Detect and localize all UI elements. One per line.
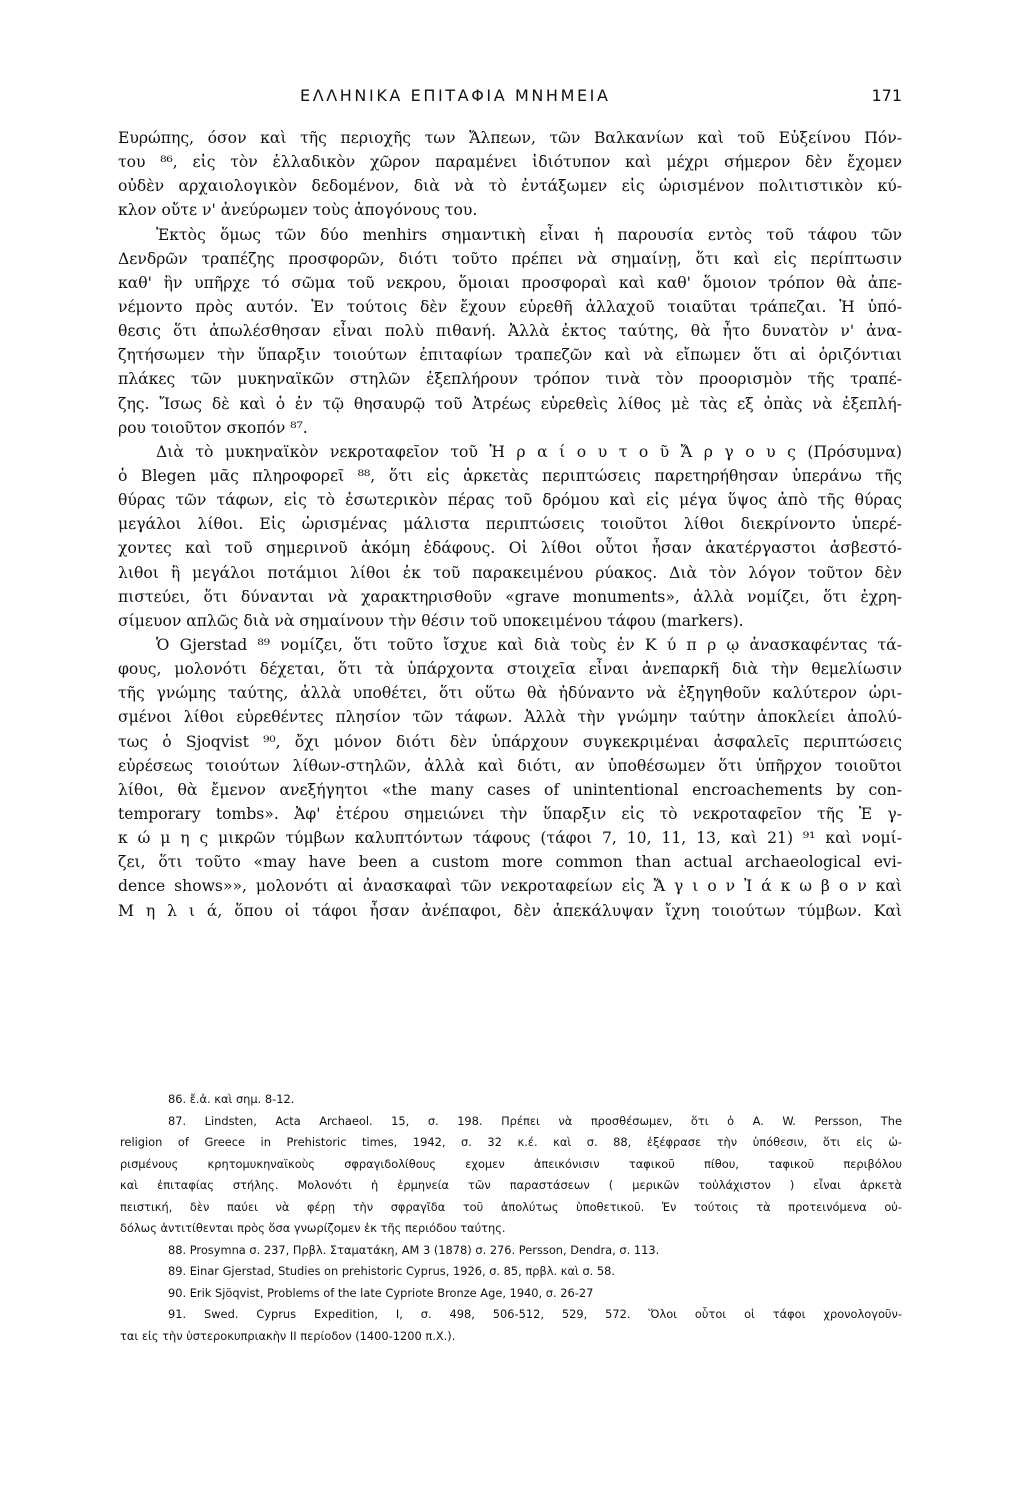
text-line: ζει, ὅτι τοῦτο «may have been a custom more common than actual archaeological evi- bbox=[118, 853, 902, 872]
footnote-line: καὶ ἐπιταφίας στήλης. Μολονότι ἡ ἑρμηνεία τῶν παραστάσεων ( μερικῶν τοὐλάχιστον ) εἶναι ἀρκετὰ bbox=[120, 1178, 902, 1192]
footnote-86: 86. ἔ.ἀ. καὶ σημ. 8-12. bbox=[168, 1092, 295, 1106]
page-number: 171 bbox=[871, 86, 902, 105]
text-line: νέμοντο πρὸς αυτόν. Ἐν τούτοις δὲν ἔχουν εὑρεθῆ ἀλλαχοῦ τοιαῦται τράπεζαι. Ἡ ὑπό- bbox=[118, 297, 902, 316]
page-header bbox=[300, 86, 920, 116]
text-line: λιθοι ἢ μεγάλοι ποτάμιοι λίθοι ἐκ τοῦ παρακειμένου ρύακος. Διὰ τὸν λόγον τοῦτον δὲν bbox=[118, 563, 902, 582]
text-line: Δενδρῶν τραπέζης προσφορῶν, διότι τοῦτο πρέπει νὰ σημαίνῃ, ὅτι καὶ εἰς περίπτωσιν bbox=[118, 249, 902, 268]
text-line: φους, μολονότι δέχεται, ὅτι τὰ ὑπάρχοντα στοιχεῖα εἶναι ἀνεπαρκῆ διὰ τὴν θεμελίωσιν bbox=[118, 660, 902, 679]
text-line: καθ' ἣν υπῆρχε τό σῶμα τοῦ νεκρου, ὅμοιαι προσφοραὶ καὶ καθ' ὅμοιον τρόπον θὰ ἀπε- bbox=[118, 273, 902, 292]
text-line: dence shows»», μολονότι αἱ ἀνασκαφαὶ τῶν νεκροταφείων εἰς Ἄ γ ι ο ν Ἰ ά κ ω β ο ν καὶ bbox=[118, 877, 902, 896]
text-line: πλάκες τῶν μυκηναϊκῶν στηλῶν ἐξεπλήρουν τρόπον τινὰ τὸν προορισμὸν τῆς τραπέ- bbox=[118, 370, 902, 389]
text-line: τως ὁ Sjoqvist ⁹⁰, ὄχι μόνον διότι δὲν ὑπάρχουν συγκεκριμέναι ἀσφαλεῖς περιπτώσεις bbox=[118, 732, 902, 751]
text-line: πιστεύει, ὅτι δύνανται νὰ χαρακτηρισθοῦν «grave monuments», ἀλλὰ νομίζει, ὅτι ἐχρη- bbox=[118, 587, 902, 606]
text-line: σμένοι λίθοι εὑρεθέντες πλησίον τῶν τάφων. Ἀλλὰ τὴν γνώμην ταύτην ἀποκλείει ἀπολύ- bbox=[118, 708, 902, 727]
footnote-87: 87. Lindsten, Acta Archaeol. 15, σ. 198. Πρέπει νὰ προσθέσωμεν, ὅτι ὁ A. W. Persson, The bbox=[168, 1113, 902, 1128]
text-line: ζητήσωμεν τὴν ὕπαρξιν τοιούτων ἐπιταφίων τραπεζῶν καὶ νὰ εἴπωμεν ὅτι αἱ ὁριζόντιαι bbox=[118, 346, 902, 365]
footnotes bbox=[120, 1089, 902, 1347]
footnote-88: 88. Prosymna σ. 237, Πρβλ. Σταματάκη, ΑΜ 3 (1878) σ. 276. Persson, Dendra, σ. 113. bbox=[168, 1242, 660, 1257]
text-line: ὁ Blegen μᾶς πληροφορεῖ ⁸⁸, ὅτι εἰς ἀρκετὰς περιπτώσεις παρετηρήθησαν ὑπεράνω τῆς bbox=[118, 466, 902, 485]
text-line: Ἐκτὸς ὅμως τῶν δύο menhirs σημαντικὴ εἶναι ἡ παρουσία εντὸς τοῦ τάφου τῶν bbox=[156, 225, 902, 244]
text-line: Διὰ τὸ μυκηναϊκὸν νεκροταφεῖον τοῦ Ἡ ρ α ί ο υ τ ο ῦ Ἄ ρ γ ο υ ς (Πρόσυμνα) bbox=[156, 442, 902, 461]
text-line: του ⁸⁶, εἰς τὸν ἑλλαδικὸν χῶρον παραμένει ἰδιότυπον καὶ μέχρι σήμερον δὲν ἔχομεν bbox=[118, 153, 902, 172]
text-line: λίθοι, θὰ ἔμενον ανεξήγητοι «the many cases of unintentional encroachements by con- bbox=[118, 780, 902, 799]
text-line: κλον οὔτε ν' ἀνεύρωμεν τοὺς ἀπογόνους του. bbox=[118, 201, 478, 220]
text-line: οὐδὲν αρχαιολογικὸν δεδομένον, διὰ νὰ τὸ ἐντάξωμεν εἰς ὡρισμένον πολιτιστικὸν κύ- bbox=[118, 177, 902, 196]
text-line: Ευρώπης, όσον καὶ τῆς περιοχῆς των Ἄλπεων, τῶν Βαλκανίων καὶ τοῦ Εὐξείνου Πόν- bbox=[118, 129, 902, 147]
text-line: Ὁ Gjerstad ⁸⁹ νομίζει, ὅτι τοῦτο ἴσχυε καὶ διὰ τοὺς ἐν Κ ύ π ρ ῳ ἀνασκαφέντας τά- bbox=[156, 635, 902, 654]
text-line: χοντες καὶ τοῦ σημερινοῦ ἀκόμη ἐδάφους. Οἱ λίθοι οὗτοι ἦσαν ἀκατέργαστοι ἀσβεστό- bbox=[118, 539, 902, 558]
footnote-line: ται εἰς τὴν ὑστεροκυπριακὴν ΙΙ περίοδον (1400-1200 π.Χ.). bbox=[120, 1328, 456, 1343]
text-line: θύρας τῶν τάφων, εἰς τὸ ἐσωτερικὸν πέρας τοῦ δρόμου καὶ εἰς μέγα ὕψος ἀπὸ τῆς θύρας bbox=[118, 491, 902, 510]
footnote-line: religion of Greece in Prehistoric times, 1942, σ. 32 κ.έ. καὶ σ. 88, ἐξέφρασε τὴν ὑπόθεσιν, ὅτι εἰς ὡ- bbox=[120, 1135, 902, 1149]
text-line: μεγάλοι λίθοι. Εἰς ὡρισμένας μάλιστα περιπτώσεις τοιοῦτοι λίθοι διεκρίνοντο ὑπερέ- bbox=[118, 515, 902, 534]
running-title: ΕΛΛΗΝΙΚΑ ΕΠΙΤΑΦΙΑ ΜΝΗΜΕΙΑ bbox=[300, 86, 611, 105]
text-line: ζης. Ἴσως δὲ καὶ ὁ ἐν τῷ θησαυρῷ τοῦ Ἀτρέως εὑρεθεὶς λίθος μὲ τὰς εξ ὀπὰς νὰ ἐξεπλή- bbox=[118, 394, 902, 413]
text-line: Μ η λ ι ά, ὅπου οἱ τάφοι ἦσαν ἀνέπαφοι, δὲν ἀπεκάλυψαν ἴχνη τοιούτων τύμβων. Καὶ bbox=[118, 901, 902, 920]
footnote-line: δόλως ἀντιτίθενται πρὸς ὅσα γνωρίζομεν ἐκ τῆς περιόδου ταύτης. bbox=[120, 1221, 506, 1235]
text-line: κ ώ μ η ς μικρῶν τύμβων καλυπτόντων τάφους (τάφοι 7, 10, 11, 13, καὶ 21) ⁹¹ καὶ νομί- bbox=[118, 829, 902, 848]
main-text bbox=[118, 126, 902, 923]
footnote-89: 89. Einar Gjerstad, Studies on prehistoric Cyprus, 1926, σ. 85, πρβλ. καὶ σ. 58. bbox=[168, 1264, 616, 1278]
footnote-line: ρισμένους κρητομυκηναϊκοὺς σφραγιδολίθους εχομεν ἀπεικόνισιν ταφικοῦ πίθου, ταφικοῦ περιβόλου bbox=[120, 1156, 902, 1171]
footnote-line: πειστική, δὲν παύει νὰ φέρῃ τὴν σφραγῖδα τοῦ ἀπολύτως ὑποθετικοῦ. Ἐν τούτοις τὰ προτεινόμενα οὐ- bbox=[120, 1199, 902, 1214]
footnote-90: 90. Erik Sjöqvist, Problems of the late Cypriote Bronze Age, 1940, σ. 26-27 bbox=[168, 1285, 594, 1300]
text-line: θεσις ὅτι ἀπωλέσθησαν εἶναι πολὺ πιθανή. Ἀλλὰ ἐκτος ταύτης, θὰ ἦτο δυνατὸν ν' ἀνα- bbox=[118, 322, 902, 341]
text-line: τῆς γνώμης ταύτης, ἀλλὰ υποθέτει, ὅτι οὕτω θὰ ἠδύναντο νὰ ἐξηγηθοῦν καλύτερον ὡρι- bbox=[118, 684, 902, 703]
text-line: temporary tombs». Ἀφ' ἑτέρου σημειώνει τὴν ὕπαρξιν εἰς τὸ νεκροταφεῖον τῆς Ἐ γ- bbox=[118, 804, 902, 823]
text-line: ρου τοιοῦτον σκοπόν ⁸⁷. bbox=[118, 418, 308, 437]
text-line: σίμευον απλῶς διὰ νὰ σημαίνουν τὴν θέσιν τοῦ υποκειμένου τάφου (markers). bbox=[118, 611, 744, 630]
text-line: εὑρέσεως τοιούτων λίθων-στηλῶν, ἀλλὰ καὶ διότι, αν ὑποθέσωμεν ὅτι ὑπῆρχον τοιοῦτοι bbox=[118, 756, 902, 775]
footnote-91: 91. Swed. Cyprus Expedition, I, σ. 498, 506-512, 529, 572. Ὅλοι οὗτοι οἱ τάφοι χρονολογοῦν- bbox=[168, 1307, 902, 1321]
